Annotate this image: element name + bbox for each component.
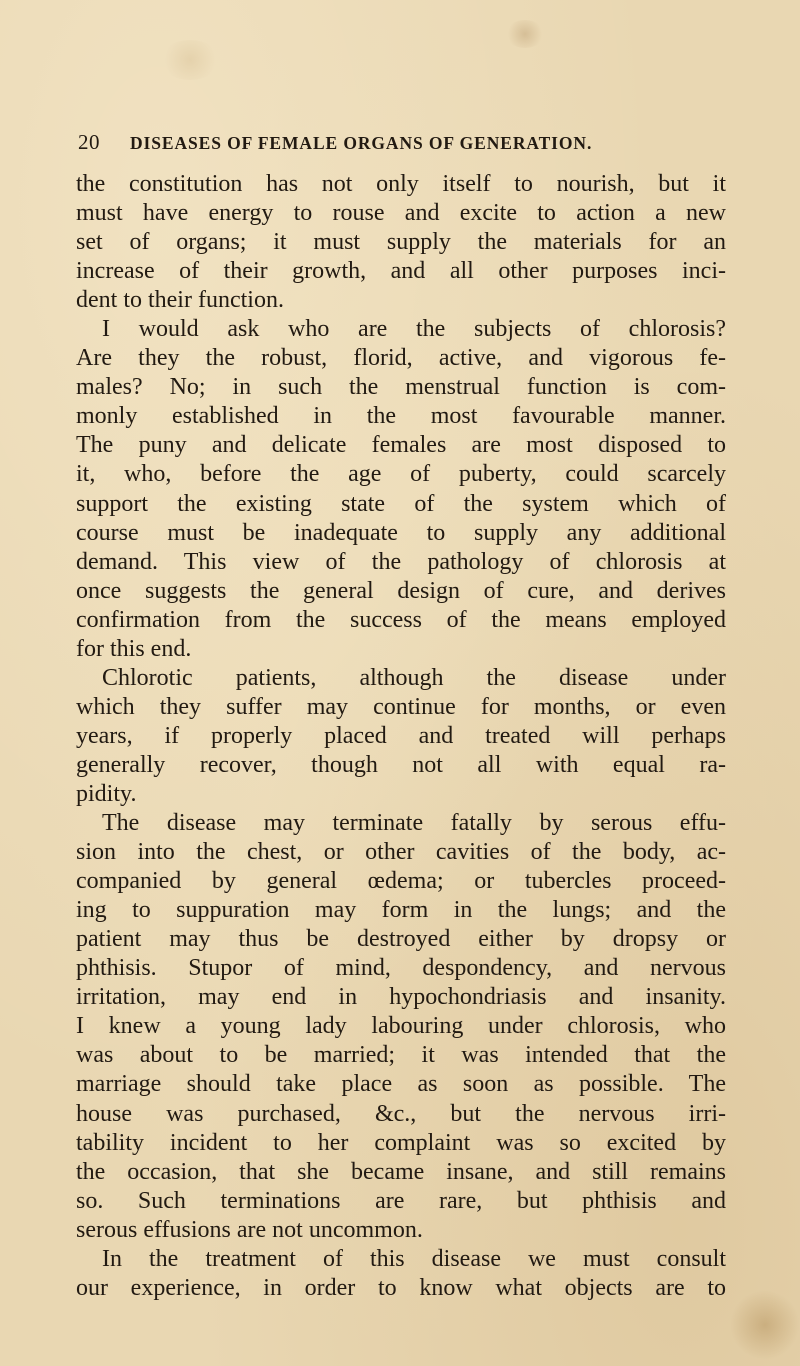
text-line: so. Such terminations are rare, but phthisis and	[76, 1187, 726, 1214]
text-line: confirmation from the success of the means employed	[76, 606, 726, 633]
text-line: sion into the chest, or other cavities of the body, ac-	[76, 839, 726, 866]
text-line: males? No; in such the menstrual function is com-	[76, 374, 726, 401]
text-line: the constitution has not only itself to nourish, but it	[76, 171, 726, 197]
text-line: generally recover, though not all with equal ra-	[76, 751, 726, 778]
text-line: house was purchased, &c., but the nervous irri-	[76, 1100, 726, 1127]
text-line: course must be inadequate to supply any additional	[76, 519, 726, 546]
text-line: phthisis. Stupor of mind, despondency, and nervous	[76, 955, 726, 982]
text-line: In the treatment of this disease we must consult	[102, 1245, 726, 1272]
text-line: The puny and delicate females are most disposed to	[76, 432, 726, 459]
text-line: our experience, in order to know what objects are to	[76, 1274, 726, 1301]
text-line: pidity.	[76, 780, 137, 807]
text-line: The disease may terminate fatally by serous effu-	[102, 810, 726, 837]
text-line: increase of their growth, and all other purposes inci-	[76, 258, 726, 285]
text-line: irritation, may end in hypochondriasis and insanity.	[76, 984, 726, 1011]
text-line: it, who, before the age of puberty, could scarcely	[76, 461, 726, 488]
text-line: monly established in the most favourable manner.	[76, 403, 726, 430]
text-line: dent to their function.	[76, 287, 284, 314]
text-line: which they suffer may continue for months, or even	[76, 693, 726, 720]
text-line: support the existing state of the system which of	[76, 490, 726, 517]
running-head-title: DISEASES OF FEMALE ORGANS OF GENERATION.	[130, 133, 593, 153]
text-line: must have energy to rouse and excite to action a new	[76, 200, 726, 227]
text-line: years, if properly placed and treated will perhaps	[76, 722, 726, 749]
foxing-spot-top	[505, 20, 545, 48]
text-line: was about to be married; it was intended that the	[76, 1042, 726, 1069]
foxing-spot-left	[160, 40, 220, 80]
text-line: Are they the robust, florid, active, and vigorous fe-	[76, 345, 726, 372]
text-line: marriage should take place as soon as possible. The	[76, 1071, 726, 1098]
text-line: I would ask who are the subjects of chlorosis?	[102, 316, 726, 343]
text-line: I knew a young lady labouring under chlorosis, who	[76, 1013, 726, 1040]
foxing-spot-bottom-right	[730, 1290, 800, 1360]
text-line: ing to suppuration may form in the lungs; and the	[76, 897, 726, 924]
text-line: once suggests the general design of cure, and derives	[76, 577, 726, 604]
text-line: set of organs; it must supply the materials for an	[76, 229, 726, 256]
text-line: for this end.	[76, 635, 192, 662]
text-line: demand. This view of the pathology of chlorosis at	[76, 548, 726, 575]
text-line: Chlorotic patients, although the disease under	[102, 664, 726, 691]
page-number: 20	[78, 130, 100, 154]
body-text	[76, 170, 726, 1303]
running-head	[78, 130, 728, 160]
text-line: companied by general œdema; or tubercles proceed-	[76, 868, 726, 895]
text-line: serous effusions are not uncommon.	[76, 1216, 423, 1243]
text-line: tability incident to her complaint was so excited by	[76, 1129, 726, 1156]
text-line: patient may thus be destroyed either by dropsy or	[76, 926, 726, 953]
text-line: the occasion, that she became insane, and still remains	[76, 1158, 726, 1185]
